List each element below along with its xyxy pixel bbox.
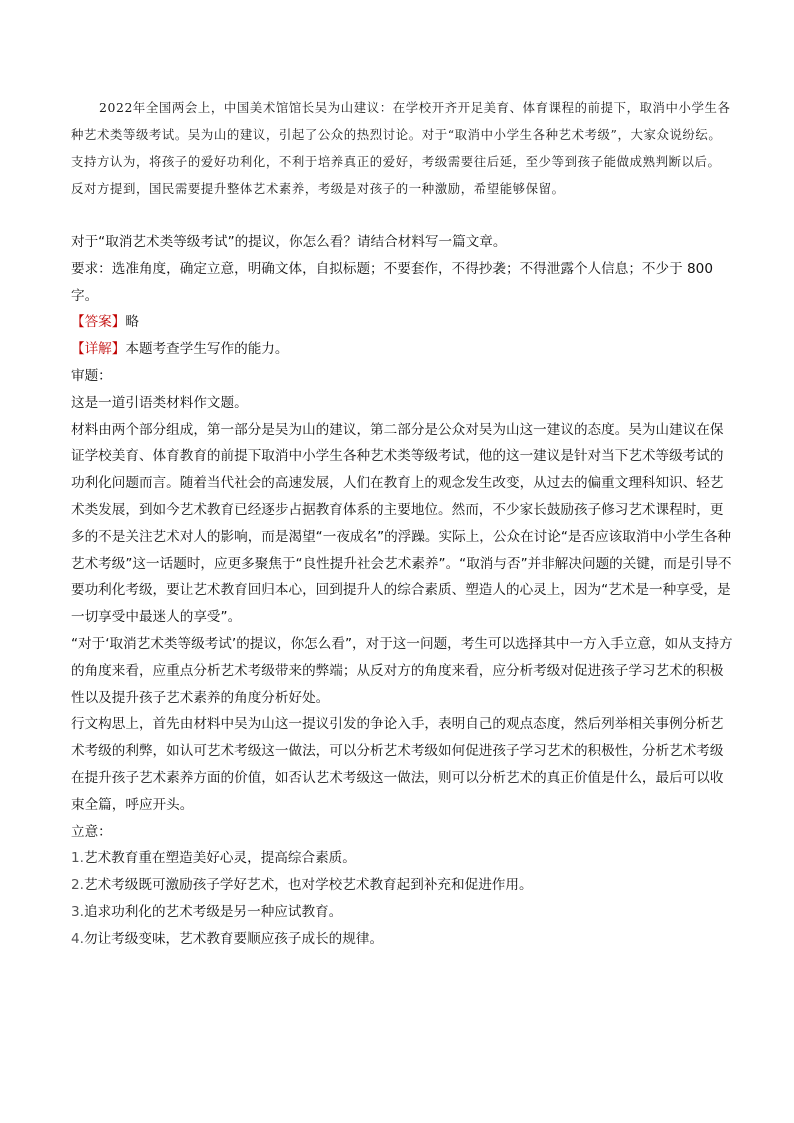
- idea-text: 勿让考级变味，艺术教育要顺应孩子成长的规律。: [83, 930, 384, 947]
- answer-tag: 【答案】: [71, 314, 126, 331]
- material-passage: [71, 94, 731, 202]
- analysis-paragraph-3: “对于‘取消艺术类等级考试’的提议，你怎么看”，对于这一问题，考生可以选择其中一方入手立意，如从支持方的角度来看，应重点分析艺术考级带来的弊端；从反对方的角度来看，应分析考级对促进孩子学习艺术的积极性以及提升孩子艺术素养的角度分析好处。: [71, 635, 733, 706]
- answer-body: [71, 229, 735, 953]
- detail-text: 本题考查学生写作的能力。: [125, 341, 289, 358]
- liyi-heading: 立意：: [71, 823, 112, 840]
- analysis-paragraph-4: 行文构思上，首先由材料中吴为山这一提议引发的争论入手，表明自己的观点态度，然后列举相关事例分析艺术考级的利弊，如认可艺术考级这一做法，可以分析艺术考级如何促进孩子学习艺术的积极性，分析艺术考级在提升孩子艺术素养方面的价值，如否认艺术考级这一做法，则可以分析艺术的真正价值是什么，最后可以收束全篇，呼应开头。: [71, 716, 724, 813]
- idea-number: 3.: [71, 903, 84, 920]
- idea-number: 2.: [71, 877, 84, 894]
- analysis-paragraph-1: 这是一道引语类材料作文题。: [71, 394, 248, 411]
- idea-number: 1.: [71, 850, 84, 867]
- idea-text: 艺术教育重在塑造美好心灵，提高综合素质。: [83, 850, 356, 867]
- question-text: 对于“取消艺术类等级考试”的提议，你怎么看？请结合材料写一篇文章。: [71, 234, 507, 250]
- requirement-text: 要求：选准角度，确定立意，明确文体，自拟标题；不要套作，不得抄袭；不得泄露个人信息；不少于 800字。: [71, 260, 713, 304]
- analysis-paragraph-2: 材料由两个部分组成，第一部分是吴为山的建议，第二部分是公众对吴为山这一建议的态度。吴为山建议在保证学校美育、体育教育的前提下取消中小学生各种艺术类等级考试，他的这一建议是针对当下艺术等级考试的功利化问题而言。随着当代社会的高速发展，人们在教育上的观念发生改变，从过去的偏重文理科知识、轻艺术类发展，到如今艺术教育已经逐步占据教育体系的主要地位。然而，不少家长鼓励孩子修习艺术课程时，更多的不是关注艺术对人的影响，而是渴望“一夜成名”的浮躁。实际上，公众在讨论“是否应该取消中小学生各种艺术考级”这一话题时，应更多聚焦于“良性提升社会艺术素养”。“取消与否”并非解决问题的关键，而是引导不要功利化考级，要让艺术教育回归本心，回到提升人的综合素质、塑造人的心灵上，因为“艺术是一种享受，是一切享受中最迷人的享受”。: [71, 421, 732, 626]
- idea-text: 追求功利化的艺术考级是另一种应试教育。: [83, 903, 343, 920]
- idea-text: 艺术考级既可激励孩子学好艺术，也对学校艺术教育起到补充和促进作用。: [83, 877, 533, 894]
- detail-tag: 【详解】: [71, 341, 126, 358]
- idea-item: [71, 872, 735, 899]
- idea-item: [71, 899, 735, 926]
- shenti-heading: 审题：: [71, 367, 112, 384]
- answer-text: 略: [125, 314, 139, 331]
- detail-line: [71, 336, 735, 363]
- idea-number: 4.: [71, 930, 84, 947]
- material-text: 2022年全国两会上，中国美术馆馆长吴为山建议：在学校开齐开足美育、体育课程的前提下，取消中小学生各种艺术类等级考试。吴为山的建议，引起了公众的热烈讨论。对于“取消中小学生各种艺术考级”，大家众说纷纭。支持方认为，将孩子的爱好功利化，不利于培养真正的爱好，考级需要往后延，至少等到孩子能做成熟判断以后。反对方提到，国民需要提升整体艺术素养，考级是对孩子的一种激励，希望能够保留。: [71, 100, 731, 196]
- idea-item: [71, 926, 735, 953]
- idea-item: [71, 845, 735, 872]
- answer-line: [71, 309, 735, 336]
